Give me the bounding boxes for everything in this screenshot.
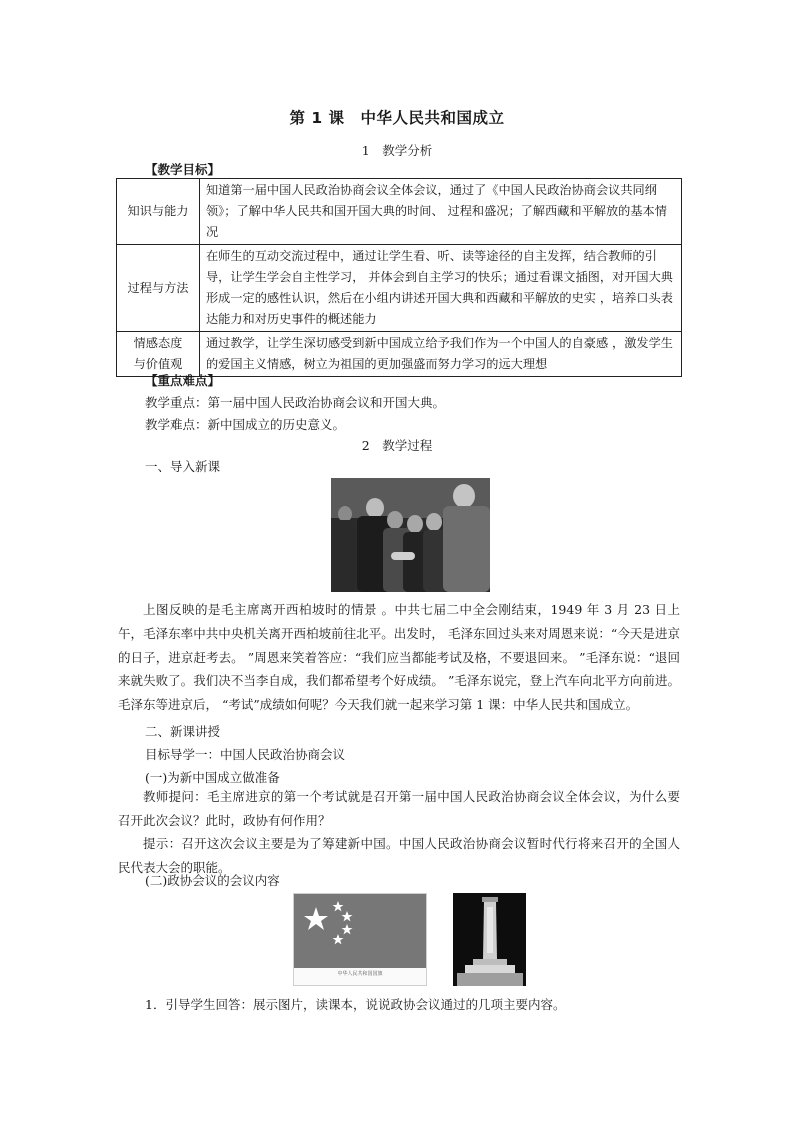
part-new-lesson-heading: 二、新课讲授	[145, 724, 221, 739]
table-row	[117, 179, 682, 245]
objective-key: 过程与方法	[117, 245, 200, 332]
flag-caption: 中华人民共和国国旗	[337, 971, 383, 977]
objective-key	[117, 332, 200, 377]
section-teaching-process: 2 教学过程	[361, 438, 433, 453]
key-point: 教学重点：第一届中国人民政治协商会议和开国大典。	[145, 395, 446, 410]
intro-paragraph: 上图反映的是毛主席离开西柏坡时的情景 。中共七届二中全会刚结束，1949 年 3 月 23 日上午，毛泽东率中共中央机关离开西柏坡前往北平。出发时， 毛泽东回过头来对周恩来说：“今天是进京的日子，进京赶考去。 ”周恩来笑着答应：“我们应当都能考试及格，不要退回来。 ”毛泽东说：“退回来就失败了。我们决不当李自成，我们都希望考个好成绩。 ”毛泽东说完，登上汽车向北平方向前进。毛泽东等进京后， “考试”成绩如何呢？今天我们就一起来学习第 1 课：中华人民共和国成立。	[118, 602, 680, 713]
lesson-title: 第 1 课 中华人民共和国成立	[289, 109, 505, 127]
monument-photo	[453, 893, 526, 986]
national-flag-image	[293, 893, 427, 986]
part-intro-heading: 一、导入新课	[145, 459, 221, 474]
objective-text: 知道第一届中国人民政治协商会议全体会议，通过了《中国人民政治协商会议共同纲领》；了解中华人民共和国开国大典的时间、 过程和盛况；了解西藏和平解放的基本情况	[200, 179, 682, 245]
objective-key: 知识与能力	[117, 179, 200, 245]
table-row	[117, 332, 682, 377]
objectives-table	[116, 178, 682, 377]
objectives-label: 【教学目标】	[145, 162, 221, 177]
keypoints-label: 【重点难点】	[145, 373, 221, 388]
objective-key-line: 情感态度	[133, 336, 183, 350]
hint-paragraph: 提示：召开这次会议主要是为了筹建新中国。中国人民政治协商会议暂时代行将来召开的全国人民代表大会的职能。	[118, 836, 680, 875]
subsection-two-heading: (二)政协会议的会议内容	[145, 873, 280, 888]
subsection-one-heading: (一)为新中国成立做准备	[145, 770, 280, 785]
objective-text: 在师生的互动交流过程中，通过让学生看、听、读等途径的自主发挥，结合教师的引导，让学生学会自主性学习， 并体会到自主学习的快乐；通过看课文插图，对开国大典形成一定的感性认识，然后在小组内讲述开国大典和西藏和平解放的史实 ，培养口头表达能力和对历史事件的概述能力	[200, 245, 682, 332]
teacher-question: 教师提问：毛主席进京的第一个考试就是召开第一届中国人民政治协商会议全体会议，为什么要召开此次会议？此时，政协有何作用？	[118, 789, 680, 828]
difficulty: 教学难点：新中国成立的历史意义。	[145, 417, 346, 432]
xibaipo-photo	[331, 478, 490, 592]
table-row	[117, 245, 682, 332]
section-teaching-analysis: 1 教学分析	[361, 143, 433, 158]
objective-text: 通过教学，让学生深切感受到新中国成立给予我们作为一个中国人的自豪感 ，激发学生的爱国主义情感，树立为祖国的更加强盛而努力学习的远大理想	[200, 332, 682, 377]
objective-key-line: 与价值观	[133, 357, 183, 371]
guided-question-1: 1．引导学生回答：展示图片，读课本，说说政协会议通过的几项主要内容。	[145, 997, 566, 1012]
goal-one-heading: 目标导学一：中国人民政治协商会议	[145, 747, 346, 762]
